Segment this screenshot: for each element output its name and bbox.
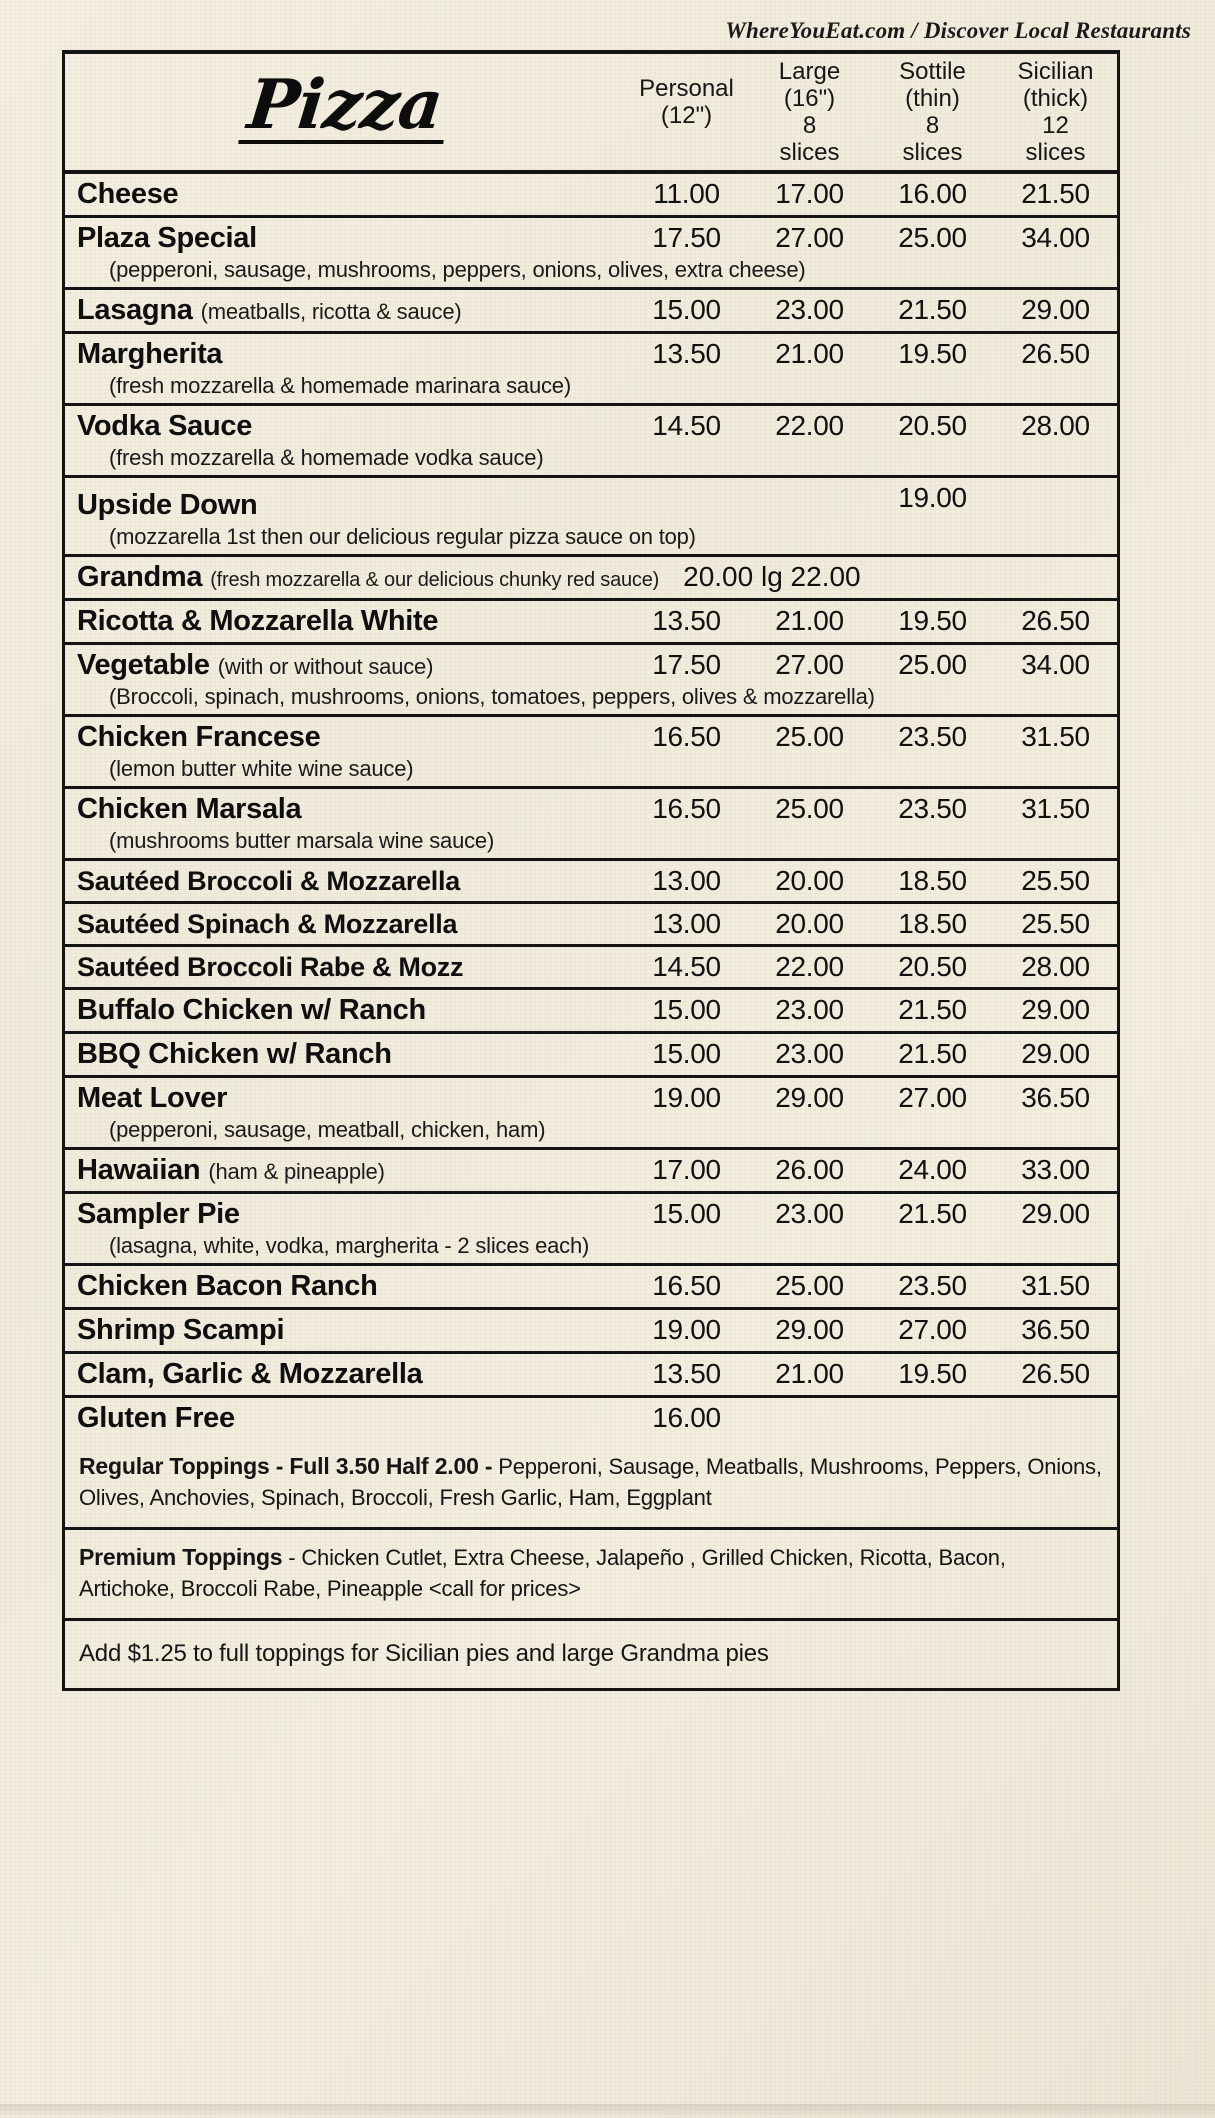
menu-item-name-cell [77, 1154, 625, 1187]
menu-item-name: Hawaiian [77, 1154, 201, 1186]
menu-item-main [65, 793, 1117, 826]
menu-item-name-cell [77, 338, 625, 371]
menu-item-price-sottile: 19.00 [898, 482, 967, 513]
column-header-line: 8 [802, 111, 817, 139]
menu-item-price-sicilian: 29.00 [1021, 994, 1090, 1025]
column-header-line: slices [779, 138, 840, 166]
menu-item-price-large: 27.00 [775, 222, 844, 253]
menu-item-name-cell [77, 1402, 625, 1435]
menu-item-price-sicilian: 25.50 [1021, 865, 1090, 896]
menu-item-name-cell [77, 561, 659, 594]
menu-item-prices [625, 294, 1117, 326]
menu-item-row [65, 717, 1117, 789]
menu-item-main [65, 294, 1117, 327]
menu-item-main [65, 1314, 1117, 1347]
menu-rows [65, 174, 1117, 1439]
menu-item-row [65, 1354, 1117, 1398]
menu-item-main [65, 865, 1117, 897]
menu-item-price-personal: 13.50 [652, 1358, 721, 1389]
menu-item-row [65, 1150, 1117, 1194]
menu-item-price-sicilian: 33.00 [1021, 1154, 1090, 1185]
menu-item-price-sottile: 23.50 [898, 721, 967, 752]
menu-item-price-personal: 13.50 [652, 605, 721, 636]
menu-item-prices [625, 649, 1117, 681]
menu-item-prices [625, 338, 1117, 370]
menu-item-price-sottile: 19.50 [898, 605, 967, 636]
column-header-line: (thin) [905, 84, 960, 112]
menu-item-prices [625, 908, 1117, 940]
menu-item-name: Chicken Bacon Ranch [77, 1270, 378, 1302]
menu-item-price-sicilian: 26.50 [1021, 338, 1090, 369]
menu-item-name: Ricotta & Mozzarella White [77, 605, 439, 637]
regular-toppings-label: Regular Toppings - Full 3.50 Half 2.00 - [79, 1453, 493, 1479]
menu-item-price-sottile: 18.50 [898, 908, 967, 939]
menu-item-price-sottile: 27.00 [898, 1082, 967, 1113]
menu-item-row [65, 990, 1117, 1034]
column-header-line: Sottile [899, 57, 966, 85]
column-header-line: slices [1025, 138, 1086, 166]
menu-item-name: Sampler Pie [77, 1198, 240, 1230]
menu-item-price-sicilian: 26.50 [1021, 605, 1090, 636]
menu-item-price-sicilian: 25.50 [1021, 908, 1090, 939]
menu-item-name-cell [77, 721, 625, 754]
menu-item-row [65, 904, 1117, 947]
column-header-line: (thick) [1022, 84, 1089, 112]
menu-item-price-personal: 14.50 [652, 410, 721, 441]
menu-item-name-cell [77, 294, 625, 327]
menu-item-name-cell [77, 1198, 625, 1231]
menu-item-row [65, 1034, 1117, 1078]
menu-item-name-cell [77, 793, 625, 826]
menu-item-price-personal [625, 482, 748, 514]
menu-item-price-sicilian: 31.50 [1021, 721, 1090, 752]
menu-item-prices [625, 1198, 1117, 1230]
menu-item-prices [625, 865, 1117, 897]
menu-item-price-personal: 16.00 [652, 1402, 721, 1433]
menu-item-name: Sautéed Broccoli & Mozzarella [77, 866, 460, 896]
menu-item-price-large: 22.00 [775, 951, 844, 982]
menu-item-price-sottile: 20.50 [898, 951, 967, 982]
menu-item-description: (pepperoni, sausage, meatball, chicken, ham) [109, 1117, 546, 1142]
menu-item-name-cell [77, 994, 625, 1027]
menu-item-main [65, 994, 1117, 1027]
menu-item-price-personal: 13.00 [652, 908, 721, 939]
menu-item-price-sicilian: 21.50 [1021, 178, 1090, 209]
menu-item-price-sottile: 21.50 [898, 1198, 967, 1229]
menu-item-prices [625, 222, 1117, 254]
menu-item-price-personal: 16.50 [652, 793, 721, 824]
menu-item-price-personal: 19.00 [652, 1314, 721, 1345]
menu-item-prices [625, 482, 1117, 514]
menu-item-price-personal: 19.00 [652, 1082, 721, 1113]
column-header-line: slices [902, 138, 963, 166]
menu-item-name-cell [77, 489, 625, 522]
column-headers [625, 50, 1117, 170]
menu-item-main [65, 951, 1117, 983]
menu-item-name: Buffalo Chicken w/ Ranch [77, 994, 426, 1026]
menu-item-inline-description: (fresh mozzarella & our delicious chunky red sauce) [210, 569, 660, 591]
menu-item-price-personal: 16.50 [652, 1270, 721, 1301]
menu-item-main [65, 1270, 1117, 1303]
menu-item-name-cell [77, 1358, 625, 1391]
menu-item-name-cell [77, 1270, 625, 1303]
note-sicilian-surcharge [65, 1621, 1117, 1688]
surcharge-text: Add $1.25 to full toppings for Sicilian pies and large Grandma pies [79, 1640, 769, 1668]
menu-item-name: Shrimp Scampi [77, 1314, 285, 1346]
menu-item-price-large: 29.00 [775, 1314, 844, 1345]
menu-item-price-sicilian: 34.00 [1021, 222, 1090, 253]
menu-item-price-sottile: 27.00 [898, 1314, 967, 1345]
menu-item-price-large: 21.00 [775, 1358, 844, 1389]
menu-item-price-sottile [871, 1402, 994, 1434]
menu-item-name: Chicken Marsala [77, 793, 302, 825]
menu-item-price-personal: 16.50 [652, 721, 721, 752]
column-header-large [748, 50, 871, 170]
menu-item-row [65, 601, 1117, 645]
menu-item-name: Sautéed Broccoli Rabe & Mozz [77, 952, 464, 982]
menu-item-name: Upside Down [77, 489, 258, 521]
menu-item-price-sicilian: 26.50 [1021, 1358, 1090, 1389]
menu-item-price-sicilian: 29.00 [1021, 294, 1090, 325]
menu-item-row [65, 478, 1117, 557]
menu-item-row [65, 1266, 1117, 1310]
menu-item-price-grandma: 20.00 lg 22.00 [683, 561, 861, 592]
menu-item-price-sottile: 25.00 [898, 222, 967, 253]
menu-item-description: (fresh mozzarella & homemade vodka sauce) [109, 445, 544, 470]
menu-item-row [65, 406, 1117, 478]
menu-item-name-cell [77, 178, 625, 211]
page-title: Pizza [239, 73, 452, 144]
menu-item-main [65, 222, 1117, 255]
menu-item-price-sottile: 25.00 [898, 649, 967, 680]
menu-item-price-large: 20.00 [775, 865, 844, 896]
column-header-line: Large [778, 57, 841, 85]
menu-item-main [65, 1358, 1117, 1391]
menu-item-description: (lemon butter white wine sauce) [109, 756, 414, 781]
column-header-personal [625, 50, 748, 170]
menu-item-price-large: 23.00 [775, 994, 844, 1025]
column-header-sicilian [994, 50, 1117, 170]
menu-item-main [65, 482, 1117, 522]
menu-item-main [65, 178, 1117, 211]
menu-item-price-large: 25.00 [775, 1270, 844, 1301]
menu-item-row [65, 218, 1117, 290]
menu-item-main [65, 649, 1117, 682]
menu-item-name-cell [77, 909, 625, 940]
menu-item-price-sicilian: 36.50 [1021, 1314, 1090, 1345]
menu-item-name: Plaza Special [77, 222, 257, 254]
menu-item-price-sottile: 23.50 [898, 793, 967, 824]
menu-item-name: Clam, Garlic & Mozzarella [77, 1358, 423, 1390]
menu-item-name: Gluten Free [77, 1402, 235, 1434]
menu-item-price-sicilian [994, 1402, 1117, 1434]
menu-item-price-large: 25.00 [775, 721, 844, 752]
menu-item-price-large: 21.00 [775, 605, 844, 636]
menu-item-main [65, 1198, 1117, 1231]
menu-item-price-personal: 13.00 [652, 865, 721, 896]
menu-item-prices [625, 951, 1117, 983]
menu-item-prices [625, 994, 1117, 1026]
menu-item-name: Vegetable [77, 649, 210, 681]
note-premium-toppings [65, 1530, 1117, 1621]
column-header-line: Personal [639, 74, 734, 102]
menu-item-name-cell [77, 1038, 625, 1071]
pizza-menu-table [62, 50, 1120, 1691]
menu-item-price-sicilian: 34.00 [1021, 649, 1090, 680]
menu-item-price-large: 23.00 [775, 294, 844, 325]
menu-item-prices [625, 1402, 1117, 1434]
menu-item-price-sottile: 21.50 [898, 994, 967, 1025]
menu-item-price-large: 26.00 [775, 1154, 844, 1185]
column-header-sottile [871, 50, 994, 170]
menu-item-price-sicilian [994, 482, 1117, 514]
menu-item-row [65, 645, 1117, 717]
menu-item-price-large: 23.00 [775, 1038, 844, 1069]
menu-item-main [65, 338, 1117, 371]
site-credit: WhereYouEat.com / Discover Local Restaurants [725, 18, 1191, 43]
menu-item-prices [625, 1038, 1117, 1070]
column-header-line: Sicilian [1017, 57, 1094, 85]
menu-item-price-sicilian: 29.00 [1021, 1038, 1090, 1069]
menu-item-price-large [748, 1402, 871, 1434]
menu-item-prices [625, 410, 1117, 442]
note-regular-toppings [65, 1439, 1117, 1530]
menu-item-main [65, 1082, 1117, 1115]
menu-item-price-sottile: 20.50 [898, 410, 967, 441]
menu-item-name-cell [77, 410, 625, 443]
menu-item-name: Chicken Francese [77, 721, 321, 753]
menu-item-row [65, 334, 1117, 406]
menu-item-description: (fresh mozzarella & homemade marinara sauce) [109, 373, 571, 398]
menu-item-main [65, 410, 1117, 443]
menu-item-price-sicilian: 28.00 [1021, 410, 1090, 441]
menu-item-price-personal: 11.00 [653, 178, 720, 209]
menu-item-price-large: 25.00 [775, 793, 844, 824]
column-header-line: (16") [783, 84, 836, 112]
menu-item-prices [625, 178, 1117, 210]
menu-item-row [65, 947, 1117, 990]
menu-item-name: Meat Lover [77, 1082, 228, 1114]
menu-item-prices [625, 721, 1117, 753]
menu-item-price-sottile: 19.50 [898, 1358, 967, 1389]
menu-item-prices [625, 1270, 1117, 1302]
menu-item-description: (pepperoni, sausage, mushrooms, peppers, onions, olives, extra cheese) [109, 257, 806, 282]
menu-item-prices [625, 1358, 1117, 1390]
menu-item-price-sottile: 19.50 [898, 338, 967, 369]
menu-item-main [65, 1038, 1117, 1071]
column-header-line: (12") [660, 102, 713, 129]
menu-item-price-personal: 17.50 [652, 222, 721, 253]
menu-item-main [65, 721, 1117, 754]
menu-item-name-cell [77, 605, 625, 638]
menu-item-price-sicilian: 36.50 [1021, 1082, 1090, 1113]
menu-item-price-sottile: 24.00 [898, 1154, 967, 1185]
menu-item-row [65, 1398, 1117, 1439]
premium-toppings-label: Premium Toppings [79, 1544, 283, 1571]
menu-item-row [65, 174, 1117, 218]
menu-item-price-sicilian: 28.00 [1021, 951, 1090, 982]
menu-item-name: BBQ Chicken w/ Ranch [77, 1038, 392, 1070]
menu-item-row [65, 1078, 1117, 1150]
premium-toppings-list: - Chicken Cutlet, Extra Cheese, Jalapeño , Grilled Chicken, Ricotta, Bacon, Artichoke, Broccoli Rabe, Pineapple <call for prices> [79, 1545, 1006, 1601]
menu-item-price-personal: 13.50 [652, 338, 721, 369]
menu-item-price-large: 21.00 [775, 338, 844, 369]
column-header-line: 12 [1042, 111, 1069, 139]
menu-item-row [65, 290, 1117, 334]
menu-item-prices [625, 1314, 1117, 1346]
menu-item-name: Grandma [77, 561, 203, 593]
menu-item-price-large: 22.00 [775, 410, 844, 441]
menu-item-prices [625, 605, 1117, 637]
menu-item-name: Cheese [77, 178, 179, 210]
menu-item-name-cell [77, 866, 625, 897]
page-title-cell [65, 50, 625, 170]
menu-item-price-sottile: 23.50 [898, 1270, 967, 1301]
menu-item-price-large: 29.00 [775, 1082, 844, 1113]
menu-item-description: (mushrooms butter marsala wine sauce) [109, 828, 495, 853]
menu-item-name-cell [77, 222, 625, 255]
menu-item-main [65, 1154, 1117, 1187]
menu-item-prices [625, 1082, 1117, 1114]
menu-item-row [65, 557, 1117, 601]
menu-item-inline-description: (meatballs, ricotta & sauce) [200, 299, 462, 324]
menu-item-description: (mozzarella 1st then our delicious regular pizza sauce on top) [109, 524, 696, 549]
menu-item-name: Lasagna [77, 294, 193, 326]
menu-item-price-large: 27.00 [775, 649, 844, 680]
menu-item-price-personal: 14.50 [652, 951, 721, 982]
menu-item-description: (Broccoli, spinach, mushrooms, onions, tomatoes, peppers, olives & mozzarella) [109, 684, 875, 709]
menu-item-main [65, 1402, 1117, 1435]
menu-item-price-large: 20.00 [775, 908, 844, 939]
menu-item-price-sicilian: 31.50 [1021, 793, 1090, 824]
menu-item-main [65, 561, 1117, 594]
menu-item-row [65, 1194, 1117, 1266]
menu-item-row [65, 861, 1117, 904]
menu-item-row [65, 1310, 1117, 1354]
menu-item-inline-description: (with or without sauce) [217, 654, 434, 679]
menu-item-inline-description: (ham & pineapple) [208, 1159, 385, 1184]
menu-item-price-sottile: 21.50 [898, 1038, 967, 1069]
menu-item-description: (lasagna, white, vodka, margherita - 2 slices each) [109, 1233, 590, 1258]
menu-item-price-personal: 17.00 [652, 1154, 721, 1185]
menu-item-price-sottile: 16.00 [898, 178, 967, 209]
menu-item-price-personal: 17.50 [652, 649, 721, 680]
menu-item-price-sicilian: 31.50 [1021, 1270, 1090, 1301]
menu-item-price-personal: 15.00 [652, 294, 721, 325]
menu-item-row [65, 789, 1117, 861]
menu-item-name: Vodka Sauce [77, 410, 253, 442]
menu-item-prices [625, 1154, 1117, 1186]
menu-item-price-personal: 15.00 [652, 1198, 721, 1229]
menu-item-name-cell [77, 649, 625, 682]
menu-item-price-large: 23.00 [775, 1198, 844, 1229]
table-header [65, 54, 1117, 174]
menu-item-price-sottile: 18.50 [898, 865, 967, 896]
menu-item-name: Sautéed Spinach & Mozzarella [77, 909, 458, 939]
menu-item-price-personal: 15.00 [652, 1038, 721, 1069]
menu-item-name-cell [77, 1314, 625, 1347]
menu-item-name-cell [77, 952, 625, 983]
menu-item-main [65, 605, 1117, 638]
menu-item-price-personal: 15.00 [652, 994, 721, 1025]
menu-item-prices [625, 793, 1117, 825]
menu-item-price-sicilian: 29.00 [1021, 1198, 1090, 1229]
menu-item-price-large: 17.00 [775, 178, 844, 209]
menu-item-name-cell [77, 1082, 625, 1115]
menu-item-main [65, 908, 1117, 940]
regular-toppings-list: Pepperoni, Sausage, Meatballs, Mushrooms, Peppers, Onions, Olives, Anchovies, Spinach, Broccoli, Fresh Garlic, Ham, Eggplant [79, 1454, 1102, 1510]
menu-item-price-large [748, 482, 871, 514]
column-header-line: 8 [925, 111, 940, 139]
menu-item-price-sottile: 21.50 [898, 294, 967, 325]
menu-item-name: Margherita [77, 338, 223, 370]
